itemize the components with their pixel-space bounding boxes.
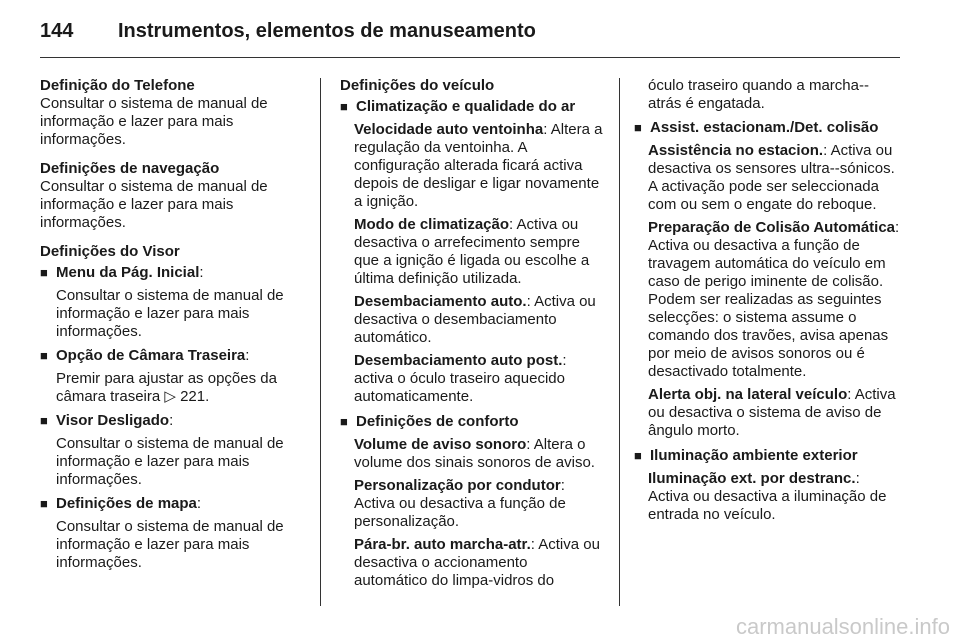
item-text: Consultar o sistema de manual de informação e lazer para mais informações.	[56, 518, 284, 571]
section-telefone	[40, 77, 304, 149]
paragraph: Desembaciamento auto.: Activa ou desactiva o desembaciamento automático.	[354, 293, 596, 346]
column-divider-1	[320, 78, 321, 606]
section-text: Consultar o sistema de manual de informação e lazer para mais informações.	[40, 178, 268, 231]
paragraph: Pára-br. auto marcha-atr.: Activa ou desactiva o accionamento automático do limpa-vidros do	[354, 536, 600, 589]
page-number: 144	[40, 20, 74, 42]
paragraph: Iluminação ext. por destranc.: Activa ou desactiva a iluminação de entrada no veículo.	[648, 470, 887, 523]
list-item: ■ Iluminação ambiente exterior	[634, 447, 902, 465]
item-text: Consultar o sistema de manual de informação e lazer para mais informações.	[56, 287, 284, 340]
paragraph: Velocidade auto ventoinha: Altera a regulação da ventoinha. A configuração alterada ficará activa depois de desligar e ligar novamente a ignição.	[354, 121, 603, 210]
list-item: ■ Menu da Pág. Inicial:	[40, 264, 304, 282]
list-item: ■ Assist. estacionam./Det. colisão	[634, 119, 902, 137]
paragraph: Assistência no estacion.: Activa ou desactiva os sensores ultra--sónicos. A activação pode ser seleccionada com ou sem o engate do reboque.	[648, 142, 895, 213]
section-title: Definições de navegação	[40, 160, 220, 177]
paragraph: Preparação de Colisão Automática: Activa ou desactiva a função de travagem automática do veículo em caso de perigo iminente de colisão. Podem ser realizadas as seguintes selecções: o sistema assume o comando dos travões, avisa apenas por meio de avisos sonoros ou é desactivado totalmente.	[648, 219, 900, 380]
list-item: ■ Visor Desligado:	[40, 412, 304, 430]
section-title: Definição do Telefone	[40, 77, 195, 94]
section-text: Consultar o sistema de manual de informação e lazer para mais informações.	[40, 95, 268, 148]
list-item: ■ Climatização e qualidade do ar	[340, 98, 604, 116]
list-item: ■ Definições de conforto	[340, 413, 604, 431]
paragraph: Personalização por condutor: Activa ou desactiva a função de personalização.	[354, 477, 566, 530]
item-text: Premir para ajustar as opções da câmara traseira ▷ 221.	[56, 370, 277, 405]
list-item: ■ Opção de Câmara Traseira:	[40, 347, 304, 365]
section-title: Definições do Visor	[40, 243, 180, 260]
column-3	[634, 77, 902, 524]
header-rule	[40, 57, 900, 58]
paragraph: Volume de aviso sonoro: Altera o volume dos sinais sonoros de aviso.	[354, 436, 595, 471]
paragraph: óculo traseiro quando a marcha--atrás é engatada.	[648, 77, 869, 112]
column-2	[340, 77, 604, 590]
column-divider-2	[619, 78, 620, 606]
watermark: carmanualsonline.info	[735, 614, 950, 639]
list-item: ■ Definições de mapa:	[40, 495, 304, 513]
paragraph: Alerta obj. na lateral veículo: Activa ou desactiva o sistema de aviso de ângulo morto.	[648, 386, 896, 439]
paragraph: Desembaciamento auto post.: activa o óculo traseiro aquecido automaticamente.	[354, 352, 567, 405]
section-title: Definições do veículo	[340, 77, 495, 94]
item-text: Consultar o sistema de manual de informação e lazer para mais informações.	[56, 435, 284, 488]
column-1	[40, 77, 304, 572]
section-navegacao	[40, 160, 304, 232]
page-title: Instrumentos, elementos de manuseamento	[118, 20, 536, 42]
page-ref-icon: ▷	[164, 388, 176, 405]
section-visor	[40, 243, 304, 572]
paragraph: Modo de climatização: Activa ou desactiva o arrefecimento sempre que a ignição é ligada ou escolhe a última definição utilizada.	[354, 216, 590, 287]
